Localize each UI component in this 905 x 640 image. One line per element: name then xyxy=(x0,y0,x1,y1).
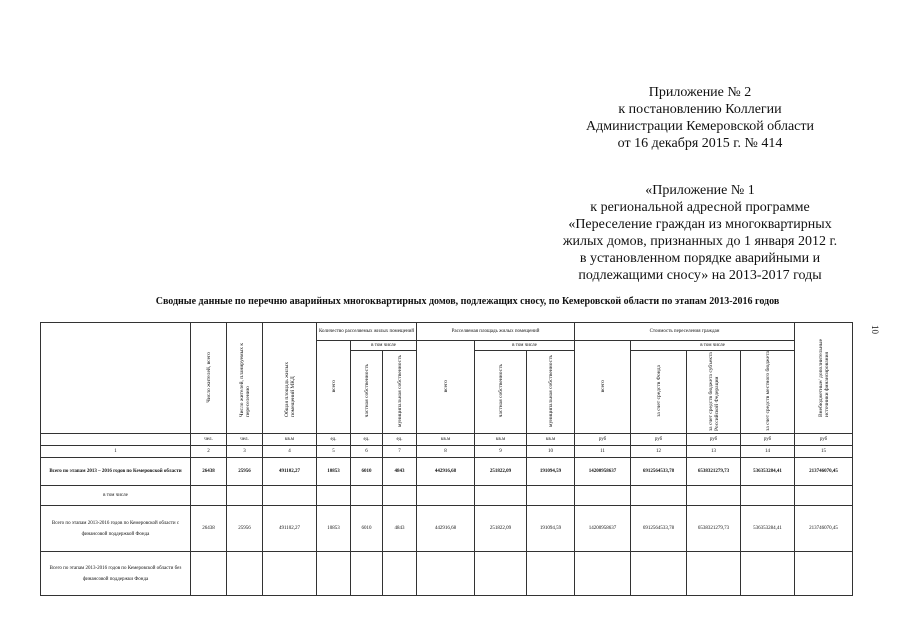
table-cell xyxy=(741,552,795,596)
table-cell xyxy=(351,486,383,506)
table-cell: 442916,68 xyxy=(417,506,475,552)
appendix-2-line: к постановлению Коллегии xyxy=(618,102,782,117)
table-cell xyxy=(317,486,351,506)
header-cost-regional: за счет средств бюджета субъекта Российской Федерации xyxy=(687,351,741,434)
table-cell: 26438 xyxy=(191,458,227,486)
table-cell: 25956 xyxy=(227,458,263,486)
unit-cell: руб xyxy=(741,434,795,446)
table-cell: 491102,27 xyxy=(263,506,317,552)
unit-cell: руб xyxy=(795,434,853,446)
table-cell xyxy=(741,486,795,506)
header-residents-planned: Число жителей, планируемых к переселению xyxy=(227,323,263,434)
table-row-with-fund xyxy=(41,506,853,552)
row-label: Всего по этапам 2013 – 2016 годов по Кемеровской области xyxy=(41,458,191,486)
header-premises-total: всего xyxy=(317,341,351,434)
header-row-groups xyxy=(41,323,853,341)
table-cell xyxy=(383,552,417,596)
unit-cell: кв.м xyxy=(417,434,475,446)
table-cell: 213746070,45 xyxy=(795,458,853,486)
unit-cell-empty xyxy=(41,434,191,446)
header-area-including: в том числе xyxy=(475,341,575,351)
header-total-area: Общая площадь жилых помещений МКД xyxy=(263,323,317,434)
appendix-2-line: от 16 декабря 2015 г. № 414 xyxy=(617,136,783,151)
table-cell: 213746070,45 xyxy=(795,506,853,552)
table-cell xyxy=(383,486,417,506)
unit-cell: кв.м xyxy=(527,434,575,446)
table-cell xyxy=(475,552,527,596)
table-cell: 14200958637 xyxy=(575,458,631,486)
appendix-1-line: к региональной адресной программе xyxy=(590,200,810,215)
header-cost-fund: за счет средств Фонда xyxy=(631,351,687,434)
table-cell xyxy=(795,552,853,596)
column-numbers-row xyxy=(41,446,853,458)
header-extra-funding: Внебюджетные/ дополнительные источники финансирования xyxy=(795,323,853,434)
table-cell: 6912564533,78 xyxy=(631,506,687,552)
unit-cell: кв.м xyxy=(475,434,527,446)
unit-cell: ед. xyxy=(351,434,383,446)
column-number: 9 xyxy=(475,446,527,458)
header-premises-including: в том числе xyxy=(351,341,417,351)
column-number: 5 xyxy=(317,446,351,458)
units-row xyxy=(41,434,853,446)
table-cell: 25956 xyxy=(227,506,263,552)
appendix-2-line: Администрации Кемеровской области xyxy=(586,119,814,134)
appendix-1-line: «Приложение № 1 xyxy=(645,183,755,198)
table-cell: 251822,09 xyxy=(475,458,527,486)
table-cell: 6010 xyxy=(351,506,383,552)
table-cell: 442916,68 xyxy=(417,458,475,486)
summary-table xyxy=(40,322,853,596)
table-cell xyxy=(575,552,631,596)
table-cell xyxy=(527,552,575,596)
table-cell xyxy=(263,552,317,596)
header-area-group: Расселяемая площадь жилых помещений xyxy=(417,323,575,341)
table-cell xyxy=(191,486,227,506)
unit-cell: кв.м xyxy=(263,434,317,446)
unit-cell: чел. xyxy=(227,434,263,446)
appendix-2-header xyxy=(520,84,880,152)
appendix-1-line: в установленном порядке аварийными и xyxy=(579,251,821,266)
table-cell xyxy=(191,552,227,596)
column-number: 3 xyxy=(227,446,263,458)
column-number: 14 xyxy=(741,446,795,458)
table-cell xyxy=(317,552,351,596)
table-cell xyxy=(687,486,741,506)
unit-cell: ед. xyxy=(383,434,417,446)
table-cell xyxy=(227,552,263,596)
header-premises-private: частная собственность xyxy=(351,351,383,434)
header-cost-local: за счет средств местного бюджета xyxy=(741,351,795,434)
column-number: 4 xyxy=(263,446,317,458)
table-cell: 4843 xyxy=(383,458,417,486)
appendix-1-header xyxy=(520,182,880,284)
header-area-private: частная собственность xyxy=(475,351,527,434)
column-number: 10 xyxy=(527,446,575,458)
header-area-municipal: муниципальная собственность xyxy=(527,351,575,434)
table-cell: 191094,59 xyxy=(527,506,575,552)
table-cell: 491102,27 xyxy=(263,458,317,486)
row-label: в том числе xyxy=(41,486,191,506)
appendix-1-line: жилых домов, признанных до 1 января 2012 г. xyxy=(562,234,838,249)
header-premises-group: Количество расселяемых жилых помещений xyxy=(317,323,417,341)
column-number: 8 xyxy=(417,446,475,458)
table-cell: 10853 xyxy=(317,506,351,552)
column-number: 6 xyxy=(351,446,383,458)
table-cell xyxy=(351,552,383,596)
table-cell: 536353284,41 xyxy=(741,506,795,552)
table-cell: 14200958637 xyxy=(575,506,631,552)
column-number: 13 xyxy=(687,446,741,458)
table-cell: 10853 xyxy=(317,458,351,486)
header-cost-group: Стоимость переселения граждан xyxy=(575,323,795,341)
table-cell xyxy=(631,486,687,506)
table-cell xyxy=(263,486,317,506)
row-label: Всего по этапам 2013-2016 годов по Кемеровской области без финансовой поддержки Фонда xyxy=(41,552,191,596)
page-number: 10 xyxy=(870,325,880,334)
column-number: 11 xyxy=(575,446,631,458)
column-number: 2 xyxy=(191,446,227,458)
table-title: Сводные данные по перечню аварийных многоквартирных домов, подлежащих сносу, по Кемеровской области по этапам 2013-2016 годов xyxy=(155,296,780,307)
header-cost-total: всего xyxy=(575,341,631,434)
table-cell: 251822,09 xyxy=(475,506,527,552)
table-cell: 6538321279,73 xyxy=(687,458,741,486)
appendix-1-line: «Переселение граждан из многоквартирных xyxy=(568,217,832,232)
table-cell xyxy=(687,552,741,596)
table-cell: 6538321279,73 xyxy=(687,506,741,552)
row-label: Всего по этапам 2013-2016 годов по Кемеровской области с финансовой поддержкой Фонда xyxy=(41,506,191,552)
column-number: 15 xyxy=(795,446,853,458)
table-row-without-fund xyxy=(41,552,853,596)
table-cell: 191094,59 xyxy=(527,458,575,486)
table-cell xyxy=(575,486,631,506)
header-empty-cell xyxy=(41,323,191,434)
table-cell: 6010 xyxy=(351,458,383,486)
column-number: 12 xyxy=(631,446,687,458)
table-cell: 6912564533,78 xyxy=(631,458,687,486)
unit-cell: руб xyxy=(575,434,631,446)
table-cell: 536353284,41 xyxy=(741,458,795,486)
table-cell: 26438 xyxy=(191,506,227,552)
header-cost-including: в том числе xyxy=(631,341,795,351)
column-number: 1 xyxy=(41,446,191,458)
appendix-2-line: Приложение № 2 xyxy=(648,85,752,100)
unit-cell: руб xyxy=(631,434,687,446)
table-row-total xyxy=(41,458,853,486)
appendix-1-line: подлежащими сносу» на 2013-2017 годы xyxy=(578,268,822,283)
table-row-including xyxy=(41,486,853,506)
header-area-total: всего xyxy=(417,341,475,434)
table-cell: 4843 xyxy=(383,506,417,552)
table-cell xyxy=(527,486,575,506)
unit-cell: руб xyxy=(687,434,741,446)
unit-cell: чел. xyxy=(191,434,227,446)
table-cell xyxy=(227,486,263,506)
table-cell xyxy=(417,486,475,506)
table-cell xyxy=(795,486,853,506)
header-residents-total: Число жителей, всего xyxy=(191,323,227,434)
unit-cell: ед. xyxy=(317,434,351,446)
header-premises-municipal: муниципальная собственность xyxy=(383,351,417,434)
table-cell xyxy=(417,552,475,596)
table-cell xyxy=(475,486,527,506)
column-number: 7 xyxy=(383,446,417,458)
table-cell xyxy=(631,552,687,596)
